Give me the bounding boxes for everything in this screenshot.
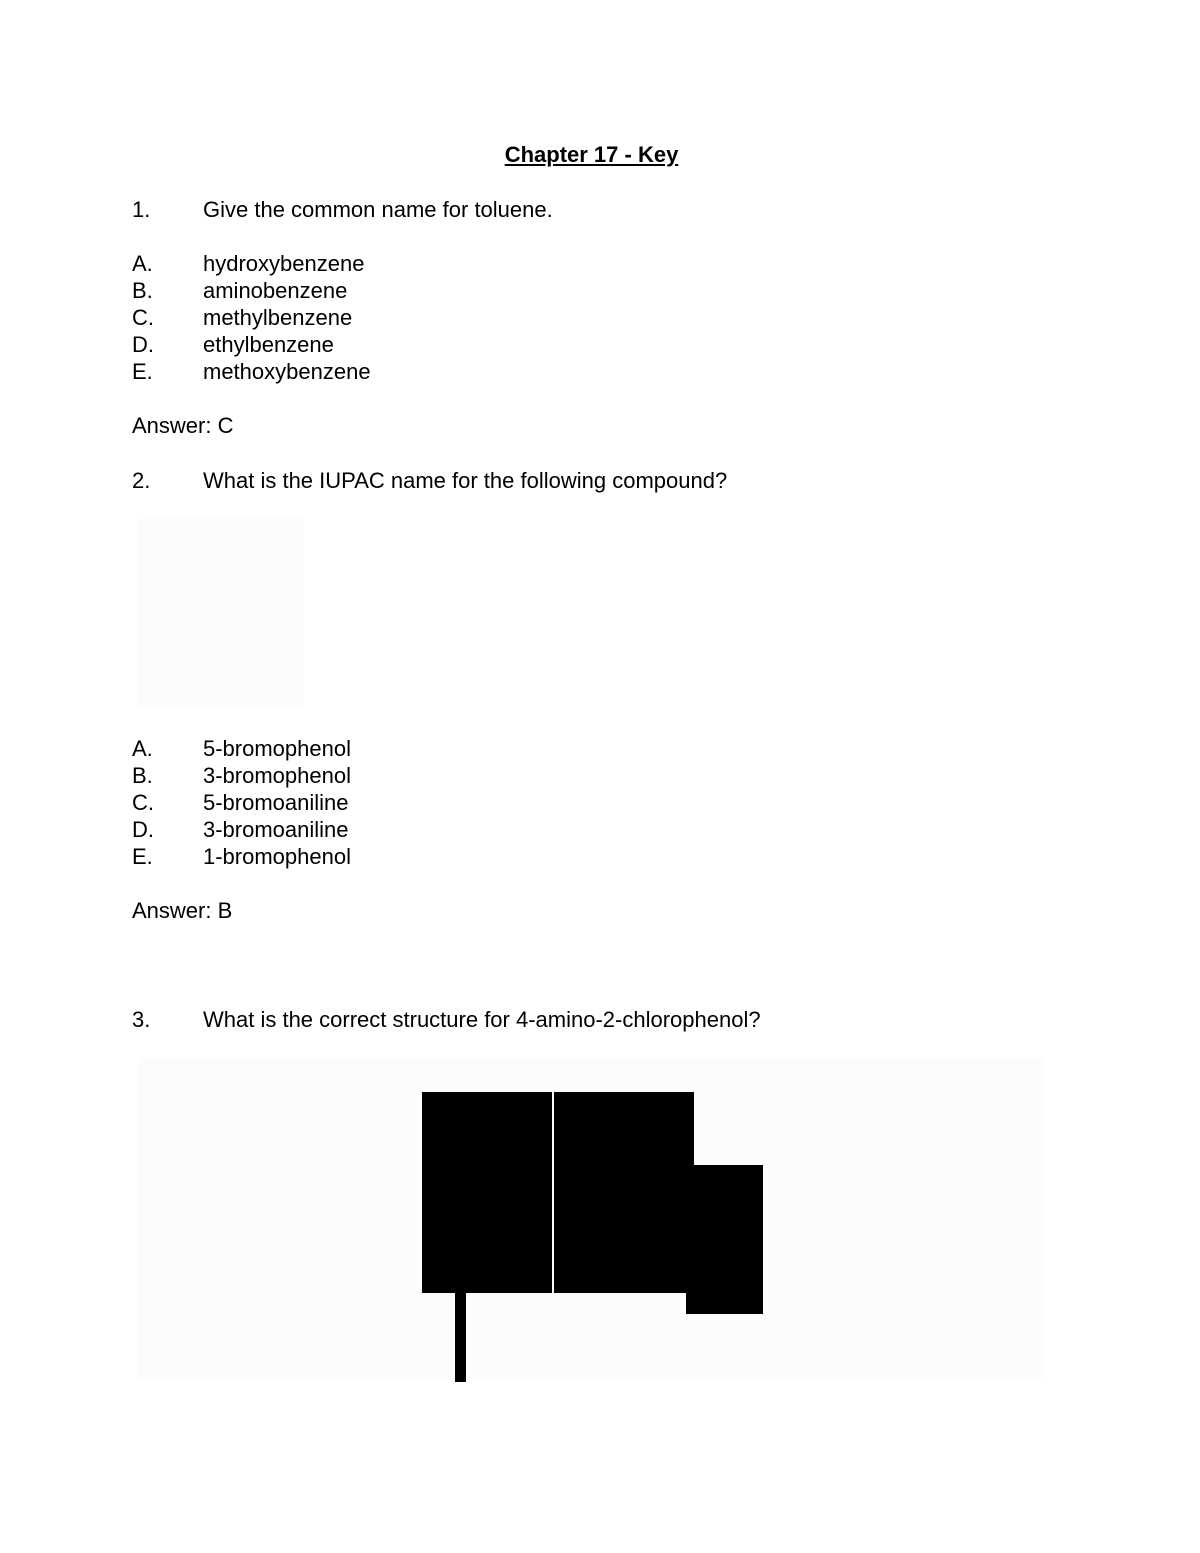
option-text: methylbenzene xyxy=(203,305,353,330)
figure-block-right xyxy=(686,1165,763,1314)
option-text: ethylbenzene xyxy=(203,332,334,357)
question-2-number: 2. xyxy=(132,468,151,493)
option-text: 1-bromophenol xyxy=(203,844,351,869)
question-2-prompt: What is the IUPAC name for the following compound? xyxy=(203,468,728,493)
figure-block-middle xyxy=(554,1092,694,1293)
question-3-number: 3. xyxy=(132,1007,151,1032)
option-letter: A. xyxy=(132,736,153,761)
page-title: Chapter 17 - Key xyxy=(504,142,679,167)
q2-answer: Answer: B xyxy=(132,898,233,923)
option-letter: B. xyxy=(132,278,153,303)
q1-answer: Answer: C xyxy=(132,413,234,438)
option-letter: D. xyxy=(132,332,154,357)
option-letter: B. xyxy=(132,763,153,788)
option-letter: C. xyxy=(132,305,154,330)
option-text: 5-bromophenol xyxy=(203,736,351,761)
option-letter: A. xyxy=(132,251,153,276)
figure-block-left xyxy=(422,1092,552,1293)
option-text: aminobenzene xyxy=(203,278,348,303)
option-letter: E. xyxy=(132,359,153,384)
question-1-number: 1. xyxy=(132,197,151,222)
option-text: hydroxybenzene xyxy=(203,251,365,276)
option-letter: C. xyxy=(132,790,154,815)
option-text: 5-bromoaniline xyxy=(203,790,349,815)
option-text: 3-bromoaniline xyxy=(203,817,349,842)
figure-bar xyxy=(455,1292,466,1382)
question-1-prompt: Give the common name for toluene. xyxy=(203,197,553,222)
option-letter: E. xyxy=(132,844,153,869)
question-3-prompt: What is the correct structure for 4-amino-2-chlorophenol? xyxy=(203,1007,761,1032)
option-text: 3-bromophenol xyxy=(203,763,351,788)
option-text: methoxybenzene xyxy=(203,359,371,384)
option-letter: D. xyxy=(132,817,154,842)
